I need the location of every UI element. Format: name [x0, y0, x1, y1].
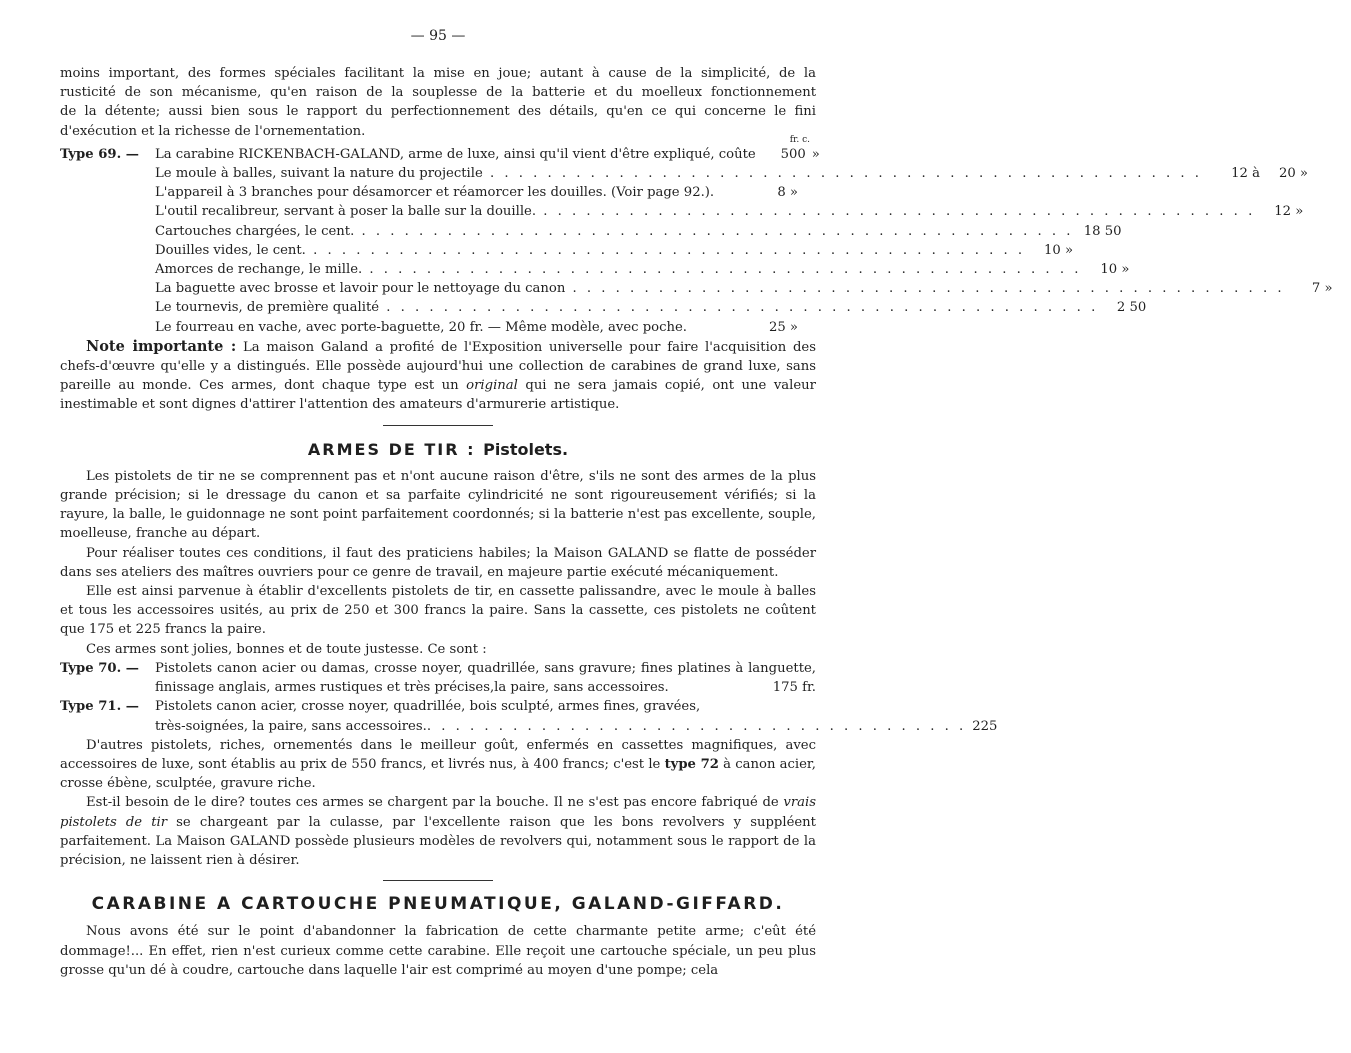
item-unit: »	[811, 146, 820, 162]
italic-phrase: vrais pistolets de tir	[60, 795, 816, 830]
paragraph: Les pistolets de tir ne se comprennent pas et n'ont aucune raison d'être, s'ils ne sont des armes de la plus grande précision; si le dressage du canon et sa parfaite cylindricité ne sont rigoureusement vérifiés; si la rayure, la balle, le guidonnage ne sont point parfaitement coordonnés; si la batterie n'est pas excellente, souple, moelleuse, franche au départ.	[60, 468, 816, 542]
section-subtitle: Pistolets.	[483, 439, 569, 459]
item-text: Le tournevis, de première qualité . . .	[155, 298, 1098, 317]
paragraph: Ces armes sont jolies, bonnes et de toute justesse. Ce sont :	[86, 641, 487, 657]
intro-line: de la détente; aussi bien sous le rapport du perfectionnement des détails, qu'en ce qui concerne le fini	[60, 104, 816, 120]
type-text: Pistolets canon acier, crosse noyer, quadrillée, bois sculpté, armes fines, gravées,	[155, 699, 701, 715]
item-unit: 25 »	[768, 319, 798, 335]
item-text: La carabine RICKENBACH-GALAND, arme de luxe, ainsi qu'il vient d'être expliqué, coûte	[155, 146, 756, 162]
note-text: La maison Galand a profité de l'Exposition universelle pour faire l'acquisition des chefs-d'œuvre qu'elle y a distingués. Elle possède aujourd'hui une collection de carabines de grand luxe, sans pareille au monde. Ces armes, dont chaque type est un	[60, 339, 816, 394]
type-71-entry	[60, 697, 816, 716]
section-divider	[383, 425, 493, 426]
type-71-entry-cont	[60, 717, 998, 736]
type-72-ref: type 72	[664, 756, 719, 772]
item-text: La baguette avec brosse et lavoir pour le nettoyage du canon . . .	[155, 279, 1285, 298]
type-label: Type 71. —	[60, 699, 139, 715]
currency-header: fr. c.	[789, 134, 810, 145]
type-price: 175 fr.	[772, 680, 816, 696]
page-content	[60, 64, 1333, 980]
item-unit: 2 50	[1116, 300, 1147, 316]
intro-paragraph	[60, 64, 816, 141]
section-divider	[383, 880, 493, 881]
intro-line: rusticité de son mécanisme, qu'en raison de la souplesse de la batterie et du moelleux fonctionnement	[60, 85, 816, 101]
type-label: Type 70. —	[60, 660, 139, 676]
type-text: très-soignées, la paire, sans accessoires.	[155, 718, 427, 734]
section-title-main: ARMES DE TIR :	[307, 439, 476, 459]
note-text-end: qui ne sera jamais copié, ont une valeur inestimable et sont dignes d'attirer l'attention des amateurs d'armurerie artistique.	[60, 378, 816, 413]
item-unit: 12 »	[1274, 204, 1304, 220]
type-text: Pistolets canon acier ou damas, crosse noyer, quadrillée, sans gravure; fines platines à languette, finissage anglais, armes rustiques et très précises,la paire, sans accessoires.	[155, 660, 816, 696]
price-list	[60, 145, 1333, 337]
price-row	[60, 222, 1122, 241]
item-text: Amorces de rechange, le mille. . . .	[155, 260, 1081, 279]
price-row	[60, 202, 1304, 221]
item-price: 12 à	[1231, 166, 1260, 182]
price-row	[60, 183, 816, 202]
item-unit: 10 »	[1100, 262, 1130, 278]
price-row	[60, 241, 1074, 260]
item-unit: 7 »	[1311, 281, 1333, 297]
note-paragraph	[60, 337, 816, 415]
paragraph: D'autres pistolets, riches, ornementés dans le meilleur goût, enfermés en cassettes magnifiques, avec accessoires de luxe, sont établis au prix de 550 francs, et livrés nus, à 400 francs; c'est le type 72 à canon acier, crosse ébène, sculptée, gravure riche.	[60, 737, 816, 792]
item-text: L'appareil à 3 branches pour désamorcer et réamorcer les douilles. (Voir page 92.).	[155, 185, 715, 201]
note-italic: original	[466, 378, 518, 394]
paragraph: Est-il besoin de le dire? toutes ces armes se chargent par la bouche. Il ne s'est pas encore fabriqué de vrais pistolets de tir se chargeant par la culasse, par l'excellente raison que les bons revolvers y suppléent parfaitement. La Maison GALAND possède plusieurs modèles de revolvers qui, notamment sous le rapport de la précision, ne laissent rien à désirer.	[60, 795, 816, 868]
price-row	[60, 164, 1308, 183]
item-unit: 18 50	[1083, 223, 1122, 239]
price-row	[60, 318, 816, 337]
intro-line: d'exécution et la richesse de l'ornementation.	[60, 123, 366, 139]
section-title	[60, 440, 816, 459]
note-title: Note importante :	[86, 337, 237, 355]
type-label: Type 69. —	[60, 146, 139, 162]
price-row	[60, 260, 1130, 279]
paragraph: Nous avons été sur le point d'abandonner la fabrication de cette charmante petite arme; c'eût été dommage!... En effet, rien n'est curieux comme cette carabine. Elle reçoit une cartouche spéciale, un peu plus grosse qu'un dé à coudre, cartouche dans laquelle l'air est comprimé au moyen d'une pompe; cela	[60, 924, 816, 978]
item-text: Le fourreau en vache, avec porte-baguette, 20 fr. — Même modèle, avec poche.	[155, 319, 687, 335]
type-70-entry	[60, 659, 816, 697]
item-text: Le moule à balles, suivant la nature du projectile . . .	[155, 164, 1202, 183]
item-text: Cartouches chargées, le cent. . . .	[155, 222, 1073, 241]
intro-line: moins important, des formes spéciales facilitant la mise en joue; autant à cause de la simplicité, de la	[60, 66, 816, 81]
paragraph: Pour réaliser toutes ces conditions, il faut des praticiens habiles; la Maison GALAND se flatte de posséder dans ses ateliers des maîtres ouvriers pour ce genre de travail, en majeure partie exécuté mécaniquement.	[60, 545, 816, 580]
paragraph: Elle est ainsi parvenue à établir d'excellents pistolets de tir, en cassette palissandre, avec le moule à balles et tous les accessoires usités, au prix de 250 et 300 francs la paire. Sans la cassette, ces pistolets ne coûtent que 175 et 225 francs la paire.	[60, 584, 816, 638]
item-price: 500	[780, 146, 806, 162]
price-row	[60, 298, 1147, 317]
item-text: Douilles vides, le cent. . . .	[155, 241, 1025, 260]
page-number: — 95 —	[410, 28, 466, 44]
item-unit: 10 »	[1044, 242, 1074, 258]
section-title-carabine: CARABINE A CARTOUCHE PNEUMATIQUE, GALAND-GIFFARD.	[91, 894, 785, 915]
price-row	[60, 145, 820, 164]
item-unit: 8 »	[777, 185, 798, 201]
type-price: 225	[972, 718, 998, 734]
item-unit: 20 »	[1278, 166, 1308, 182]
item-text: L'outil recalibreur, servant à poser la balle sur la douille. . . .	[155, 202, 1255, 221]
price-row	[60, 279, 1333, 298]
